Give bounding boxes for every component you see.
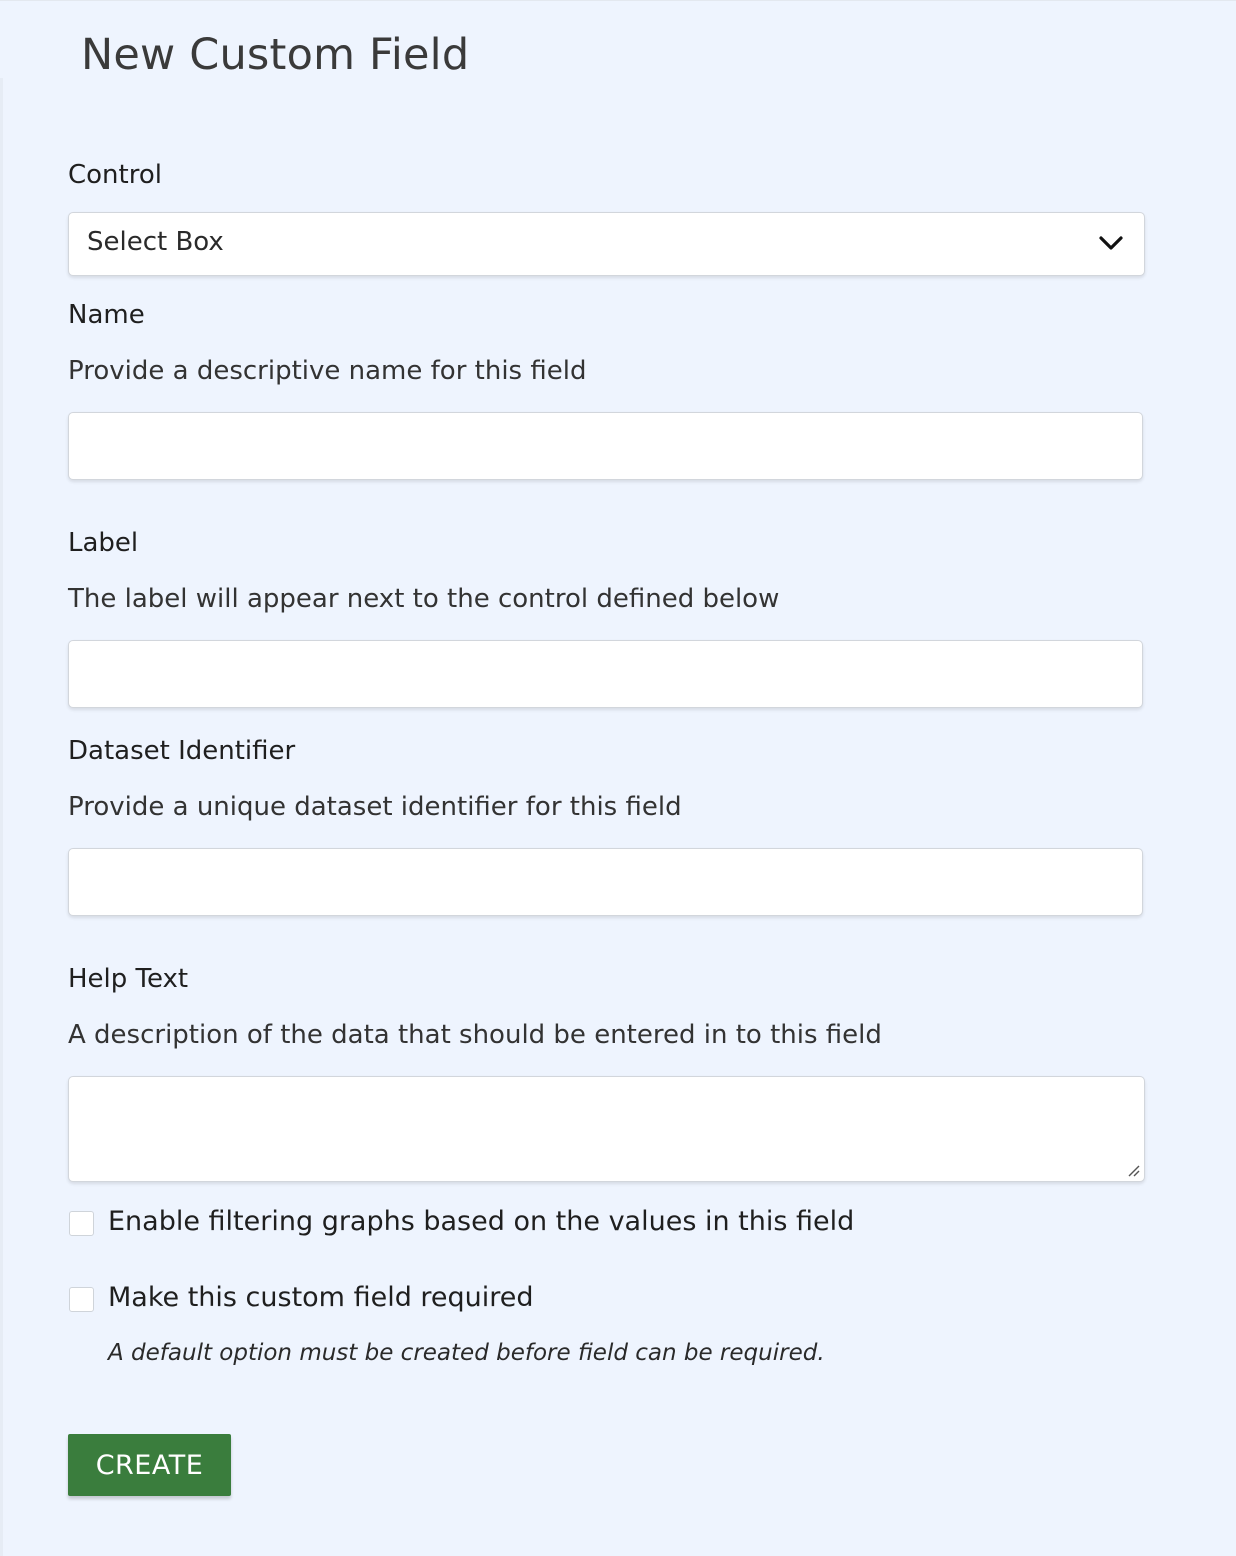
label-input[interactable]	[68, 640, 1143, 708]
page-title: New Custom Field	[81, 30, 470, 80]
required-checkbox[interactable]	[69, 1287, 94, 1312]
control-select[interactable]	[68, 212, 1145, 276]
name-description: Provide a descriptive name for this field	[68, 356, 587, 386]
panel-edge	[0, 78, 3, 1556]
enable-filtering-label[interactable]: Enable filtering graphs based on the values in this field	[108, 1206, 855, 1237]
control-select-value: Select Box	[87, 227, 224, 257]
help-text-textarea[interactable]	[68, 1076, 1145, 1182]
name-input[interactable]	[68, 412, 1143, 480]
label-label: Label	[68, 528, 139, 558]
label-description: The label will appear next to the control defined below	[68, 584, 780, 614]
dataset-identifier-description: Provide a unique dataset identifier for this field	[68, 792, 682, 822]
control-label: Control	[68, 160, 162, 190]
required-note: A default option must be created before field can be required.	[108, 1340, 825, 1366]
help-text-label: Help Text	[68, 964, 189, 994]
resize-grip-icon[interactable]	[1126, 1163, 1140, 1177]
dataset-identifier-label: Dataset Identifier	[68, 736, 296, 766]
required-label[interactable]: Make this custom field required	[108, 1282, 534, 1313]
name-label: Name	[68, 300, 145, 330]
create-button[interactable]: CREATE	[68, 1434, 231, 1496]
dataset-identifier-input[interactable]	[68, 848, 1143, 916]
chevron-down-icon	[1098, 233, 1124, 253]
help-text-description: A description of the data that should be entered in to this field	[68, 1020, 882, 1050]
enable-filtering-checkbox[interactable]	[69, 1211, 94, 1236]
